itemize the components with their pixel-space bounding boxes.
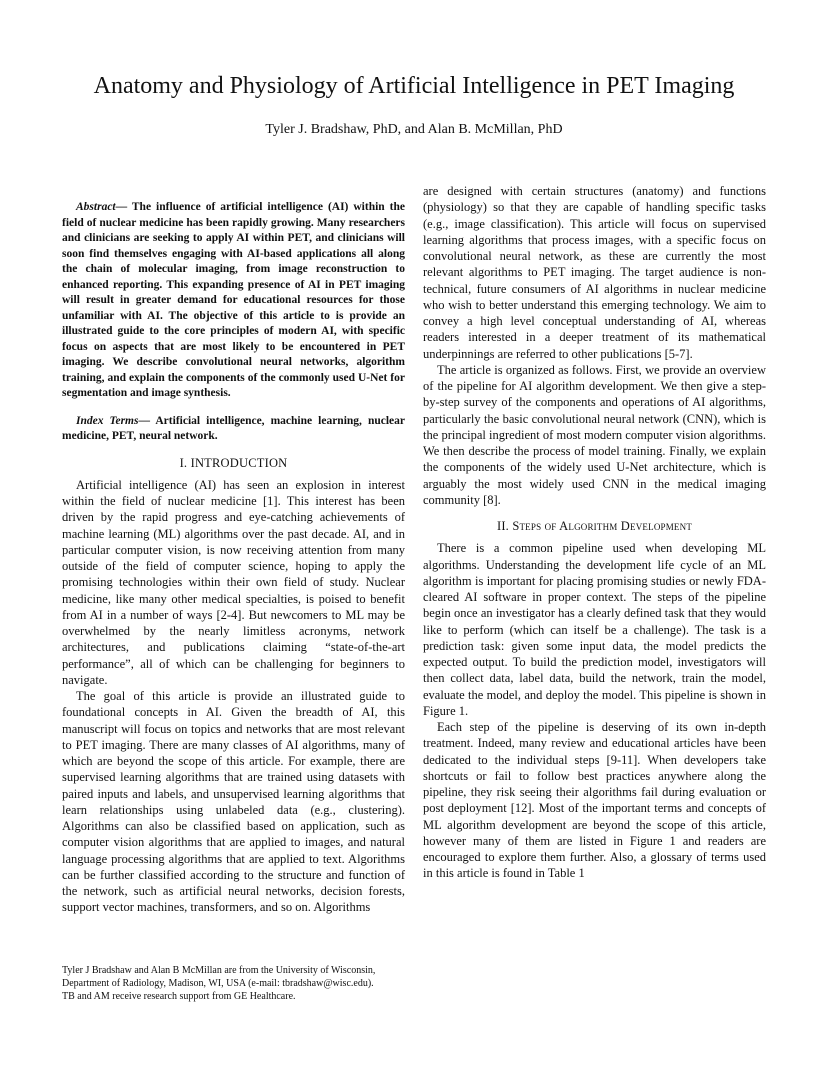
index-terms [62,414,405,445]
paper-title: Anatomy and Physiology of Artificial Intelligence in PET Imaging [93,73,735,99]
index-terms-lead: Index Terms [76,414,139,427]
intro-paragraph-3: are designed with certain structures (anatomy) and functions (physiology) so that they are capable of handling specific tasks (e.g., image classification). This article will focus on supervised learning algorithms that process images, with a specific focus on convolutional neural network, as these are currently the most relevant algorithms to PET imaging. The target audience is non-technical, future consumers of AI algorithms in nuclear medicine who wish to better understand this emerging technology. We aim to convey a high level conceptual understanding of AI, whereas readers interested in a deeper treatment of its mathematical underpinnings are referred to other publications [5-7]. [423,184,766,361]
index-terms-text: — Artificial intelligence, machine learning, nuclear medicine, PET, neural network. [62,414,405,442]
intro-paragraph-4: The article is organized as follows. First, we provide an overview of the pipeline for AI algorithm development. We then give a step-by-step survey of the components and operations of AI algorithms, particularly the basic convolutional neural network (CNN), which is the principal ingredient of most modern computer vision algorithms. We then describe the process of model training. Finally, we explain the components of the widely used U-Net architecture, which is arguably the most widely used CNN in the medical imaging community [8]. [423,362,766,507]
author-line: Tyler J. Bradshaw, PhD, and Alan B. McMillan, PhD [265,122,563,137]
intro-paragraph-1: Artificial intelligence (AI) has seen an explosion in interest within the field of nuclear medicine [1]. This interest has been driven by the rapid progress and eye-catching achievements of machine learning (ML) algorithms over the past decade. AI, and in particular computer vision, is now receiving attention from many outside of the field of computer science, hoping to apply the promising technologies within their own field of study. Nuclear medicine, like many other medical specialties, is poised to benefit from AI in a number of ways [2-4]. But newcomers to ML may be overwhelmed by the nearly limitless acronyms, network architectures, and publications claiming “state-of-the-art performance”, all of which can be challenging for beginners to navigate. [62,477,405,687]
section-heading-introduction: I. INTRODUCTION [179,455,288,470]
intro-paragraph-2: The goal of this article is provide an illustrated guide to foundational concepts in AI. Given the breadth of AI, this manuscript will focus on topics and networks that are most relevant to PET imaging. There are many classes of AI algorithms, many of which are beyond the scope of this article. For example, there are supervised learning algorithms that are trained using datasets with paired inputs and labels, and unsupervised learning algorithms that learn relationships using unlabeled data (e.g., clustering). Algorithms can also be classified based on application, such as computer vision algorithms that are applied to images, and natural language processing algorithms that are applied to text. Algorithms can be further classified according to the structure and function of the network, such as artificial neural networks, decision forests, support vector machines, transformers, and so on. Algorithms [62,689,405,915]
abstract-lead: Abstract [76,201,116,213]
footnote-affiliation: Tyler J Bradshaw and Alan B McMillan are from the University of Wisconsin, Department of Radiology, Madison, WI, USA (e-mail: tbradshaw@wisc.edu). [62,965,376,989]
abstract [62,200,405,402]
section-heading-algorithm-development: II. Steps of Algorithm Development [496,519,693,533]
steps-paragraph-2: Each step of the pipeline is deserving of its own in-depth treatment. Indeed, many review and educational articles have been dedicated to the individual steps [9-11]. When developers take shortcuts or fail to follow best practices anywhere along the pipeline, they risk seeing their algorithms fail during evaluation or post deployment [12]. Most of the important terms and concepts of ML algorithm development are beyond the scope of this article, however many of them are listed in Figure 1 and readers are encouraged to explore them further. Also, a glossary of terms used in this article is found in Table 1 [423,720,766,881]
left-column [62,200,405,916]
abstract-text: — The influence of artificial intelligence (AI) within the field of nuclear medicine has been rapidly growing. Many researchers and clinicians are seeking to apply AI within PET, and clinicians will soon find themselves engaging with AI-based applications all along the chain of molecular imaging, from image reconstruction to enhanced reporting. This expanding presence of AI in PET imaging will result in greater demand for educational resources for those unfamiliar with AI. The objective of this article to is provide an illustrated guide to the core principles of modern AI, with specific focus on aspects that are most likely to be encountered in PET imaging. We describe convolutional neural networks, algorithm training, and explain the components of the commonly used U-Net for segmentation and image synthesis. [62,201,405,399]
footnote-funding: TB and AM receive research support from GE Healthcare. [62,991,296,1002]
steps-paragraph-1: There is a common pipeline used when developing ML algorithms. Understanding the development life cycle of an ML algorithm is important for placing promising studies or newly FDA-cleared AI software in proper context. The steps of the pipeline begin once an investigator has a clearly defined task that they would like to perform (which can itself be a challenge). The task is a prediction task: given some input data, the model predicts the expected output. To build the prediction model, investigators will then collect data, label data, build the network, train the model, evaluate the model, and deploy the model. This pipeline is shown in Figure 1. [423,541,766,718]
affiliation-footnote [62,964,407,1003]
right-column [423,183,766,882]
